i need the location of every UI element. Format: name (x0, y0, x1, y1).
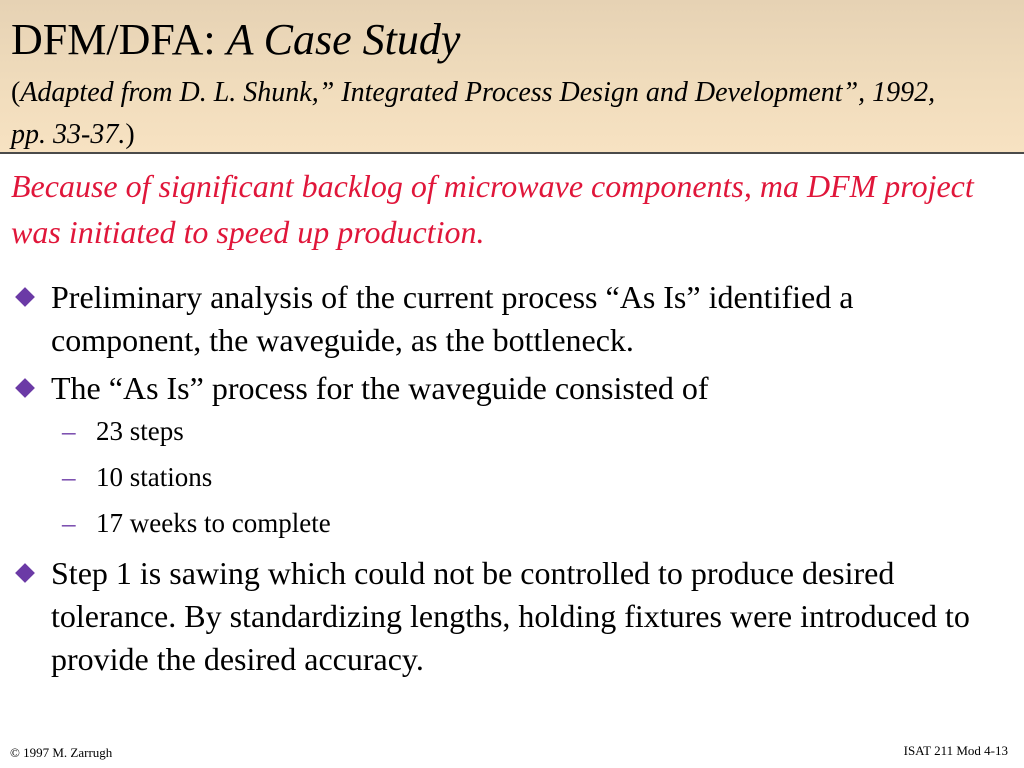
bullet-list (0, 276, 1024, 686)
bullet-item (0, 276, 1001, 362)
bullet-text: The “As Is” process for the waveguide consisted of (51, 370, 709, 406)
slide-header (0, 0, 1024, 154)
slide-subtitle (11, 72, 971, 156)
dash-bullet-icon: – (62, 416, 76, 446)
sub-bullet-text: 23 steps (96, 416, 184, 446)
diamond-bullet-icon (15, 378, 35, 398)
slide-title (11, 14, 460, 66)
diamond-bullet-icon (15, 563, 35, 583)
subtitle-close-paren: ) (125, 119, 135, 150)
sub-bullet-item (0, 454, 1024, 500)
diamond-bullet-icon (15, 287, 35, 307)
sub-bullet-list (0, 408, 1024, 546)
bullet-text: Step 1 is sawing which could not be controlled to produce desired tolerance. By standardizing lengths, holding fixtures were introduced to provide the desired accuracy. (51, 555, 970, 677)
dash-bullet-icon: – (62, 508, 76, 538)
bullet-text: Preliminary analysis of the current process “As Is” identified a component, the waveguide, as the bottleneck. (51, 279, 854, 358)
intro-text: Because of significant backlog of microwave components, ma DFM project was initiated to speed up production. (11, 168, 974, 250)
title-italic: A Case Study (226, 15, 461, 64)
dash-bullet-icon: – (62, 462, 76, 492)
sub-bullet-text: 17 weeks to complete (96, 508, 331, 538)
sub-bullet-item (0, 408, 1024, 454)
footer-copyright: © 1997 M. Zarrugh (10, 745, 113, 760)
bullet-item (0, 552, 1001, 681)
bullet-item (0, 367, 1001, 410)
subtitle-citation: Adapted from D. L. Shunk,” Integrated Process Design and Development”, 1992, pp. 33-37. (11, 77, 936, 150)
subtitle-open-paren: ( (11, 77, 21, 108)
title-plain: DFM/DFA: (11, 15, 227, 64)
footer-slide-number: ISAT 211 Mod 4-13 (903, 743, 1008, 758)
sub-bullet-text: 10 stations (96, 462, 213, 492)
sub-bullet-item (0, 500, 1024, 546)
